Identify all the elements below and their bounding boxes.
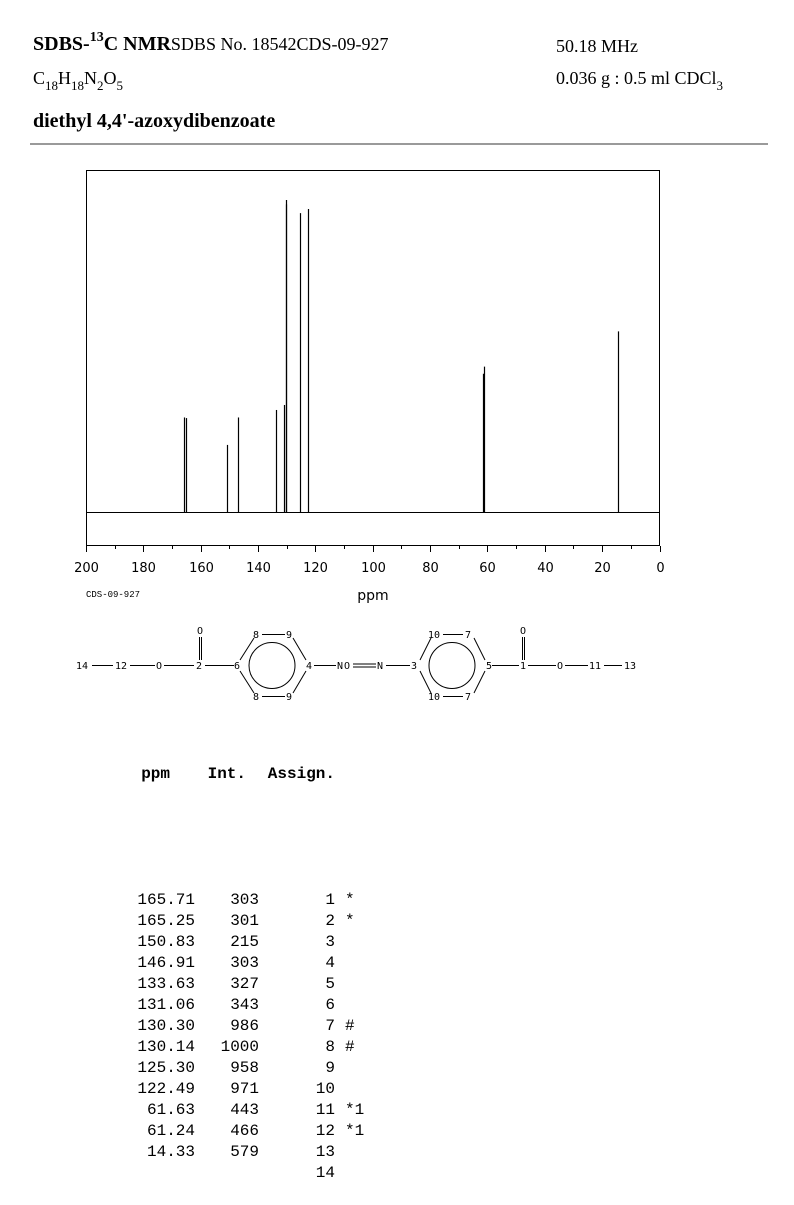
atom-label-azoxy-o: O [344, 661, 351, 672]
atom-label-9-bottom: 9 [286, 692, 293, 703]
header-int: Int. [207, 765, 246, 783]
header-ppm: ppm [141, 765, 170, 783]
cell-int: 986 [230, 1017, 259, 1035]
x-tick-label: 160 [189, 561, 214, 576]
formula-count: 18 [71, 78, 85, 93]
table-row [113, 1037, 385, 1058]
cell-int: 215 [230, 933, 259, 951]
cell-assign: 11 [315, 1101, 335, 1119]
cell-int: 343 [230, 996, 259, 1014]
formula-el: O [103, 68, 117, 88]
table-row [113, 1016, 385, 1037]
atom-label-8-top: 8 [253, 630, 260, 641]
cell-note: * [345, 912, 355, 930]
atom-label-8-bottom: 8 [253, 692, 260, 703]
cell-assign: 4 [325, 954, 335, 972]
cell-assign: 10 [315, 1080, 335, 1098]
cell-ppm: 133.63 [137, 975, 195, 993]
cell-int: 303 [230, 891, 259, 909]
atom-label-14: 14 [76, 661, 89, 672]
atom-label-10-bottom: 10 [428, 692, 441, 703]
cell-note: * [345, 891, 355, 909]
cell-int: 443 [230, 1101, 259, 1119]
formula-count: 5 [116, 78, 124, 93]
cell-ppm: 130.14 [137, 1038, 195, 1056]
cell-assign: 9 [325, 1059, 335, 1077]
spectrometer-frequency: 50.18 MHz [556, 36, 638, 56]
atom-label-azoxy-n2: N [377, 661, 384, 672]
atom-label-1: 1 [520, 661, 527, 672]
table-row [113, 995, 385, 1016]
atom-label-3: 3 [411, 661, 418, 672]
cell-ppm: 14.33 [146, 1143, 195, 1161]
x-tick-label: 80 [422, 561, 439, 576]
table-header-row [113, 764, 385, 785]
peak-table [113, 722, 385, 1205]
cell-ppm: 61.63 [146, 1101, 195, 1119]
cell-int: 303 [230, 954, 259, 972]
cell-ppm: 165.71 [137, 891, 195, 909]
x-tick-label: 200 [74, 561, 99, 576]
title-nucleus: C NMR [103, 33, 171, 55]
atom-label-10-top: 10 [428, 630, 441, 641]
formula-el: N [84, 68, 98, 88]
formula-count: 18 [45, 78, 59, 93]
x-tick-label: 180 [131, 561, 156, 576]
cell-ppm: 131.06 [137, 996, 195, 1014]
atom-label-2: 2 [196, 661, 203, 672]
table-row [113, 1121, 385, 1142]
cell-assign: 12 [315, 1122, 335, 1140]
table-row [113, 1163, 385, 1184]
cell-int: 579 [230, 1143, 259, 1161]
formula-el: C [33, 68, 46, 88]
table-row [113, 932, 385, 953]
cell-assign: 5 [325, 975, 335, 993]
cell-int: 958 [230, 1059, 259, 1077]
cell-assign: 13 [315, 1143, 335, 1161]
cell-ppm: 122.49 [137, 1080, 195, 1098]
atom-label-azoxy-n1: N [337, 661, 344, 672]
cell-int: 466 [230, 1122, 259, 1140]
table-row [113, 974, 385, 995]
cell-ppm: 165.25 [137, 912, 195, 930]
cell-note: # [345, 1038, 355, 1056]
title-isotope: 13 [89, 30, 104, 45]
sample-main: 0.036 g : 0.5 ml CDCl [556, 68, 717, 88]
x-tick-label: 0 [656, 561, 665, 576]
atom-label-5: 5 [486, 661, 493, 672]
compound-name: diethyl 4,4'-azoxydibenzoate [33, 110, 276, 132]
table-spacer [113, 827, 385, 848]
cell-int: 327 [230, 975, 259, 993]
table-row [113, 1100, 385, 1121]
x-tick-label: 60 [479, 561, 496, 576]
atom-label-carbonyl-o-left: O [197, 626, 204, 637]
cell-assign: 1 [325, 891, 335, 909]
cell-ppm: 146.91 [137, 954, 195, 972]
table-row [113, 1142, 385, 1163]
table-row [113, 953, 385, 974]
x-tick-label: 120 [303, 561, 328, 576]
cell-assign: 3 [325, 933, 335, 951]
sample-sub: 3 [716, 78, 724, 93]
atom-label-ester-o-left: O [156, 661, 163, 672]
atom-label-4: 4 [306, 661, 313, 672]
cell-int: 971 [230, 1080, 259, 1098]
atom-label-12: 12 [115, 661, 128, 672]
atom-label-ester-o-right: O [557, 661, 564, 672]
cell-ppm: 125.30 [137, 1059, 195, 1077]
atom-label-13: 13 [624, 661, 637, 672]
atom-label-7-top: 7 [465, 630, 472, 641]
spectrum-code-label: CDS-09-927 [86, 590, 141, 600]
atom-label-7-bottom: 7 [465, 692, 472, 703]
atom-label-6: 6 [234, 661, 241, 672]
table-row [113, 1058, 385, 1079]
table-body [113, 890, 385, 1184]
cell-assign: 14 [315, 1164, 335, 1182]
formula-el: H [58, 68, 72, 88]
sdbs-number: SDBS No. 18542CDS-09-927 [170, 34, 389, 54]
table-row [113, 911, 385, 932]
cell-note: *1 [345, 1101, 365, 1119]
table-row [113, 890, 385, 911]
cell-assign: 2 [325, 912, 335, 930]
cell-assign: 8 [325, 1038, 335, 1056]
atom-label-9-top: 9 [286, 630, 293, 641]
title-prefix: SDBS- [33, 33, 90, 55]
cell-int: 301 [230, 912, 259, 930]
x-tick-label: 100 [361, 561, 386, 576]
atom-label-carbonyl-o-right: O [520, 626, 527, 637]
cell-int: 1000 [220, 1038, 259, 1056]
table-row [113, 1079, 385, 1100]
cell-ppm: 150.83 [137, 933, 195, 951]
cell-note: *1 [345, 1122, 365, 1140]
x-tick-label: 140 [246, 561, 271, 576]
cell-ppm: 130.30 [137, 1017, 195, 1035]
header-assign: Assign. [267, 765, 335, 783]
x-tick-label: 20 [594, 561, 611, 576]
cell-ppm: 61.24 [146, 1122, 195, 1140]
atom-label-11: 11 [589, 661, 602, 672]
cell-assign: 7 [325, 1017, 335, 1035]
cell-note: # [345, 1017, 355, 1035]
x-tick-label: 40 [537, 561, 554, 576]
cell-assign: 6 [325, 996, 335, 1014]
formula-count: 2 [97, 78, 104, 93]
x-axis-label: ppm [357, 588, 389, 604]
